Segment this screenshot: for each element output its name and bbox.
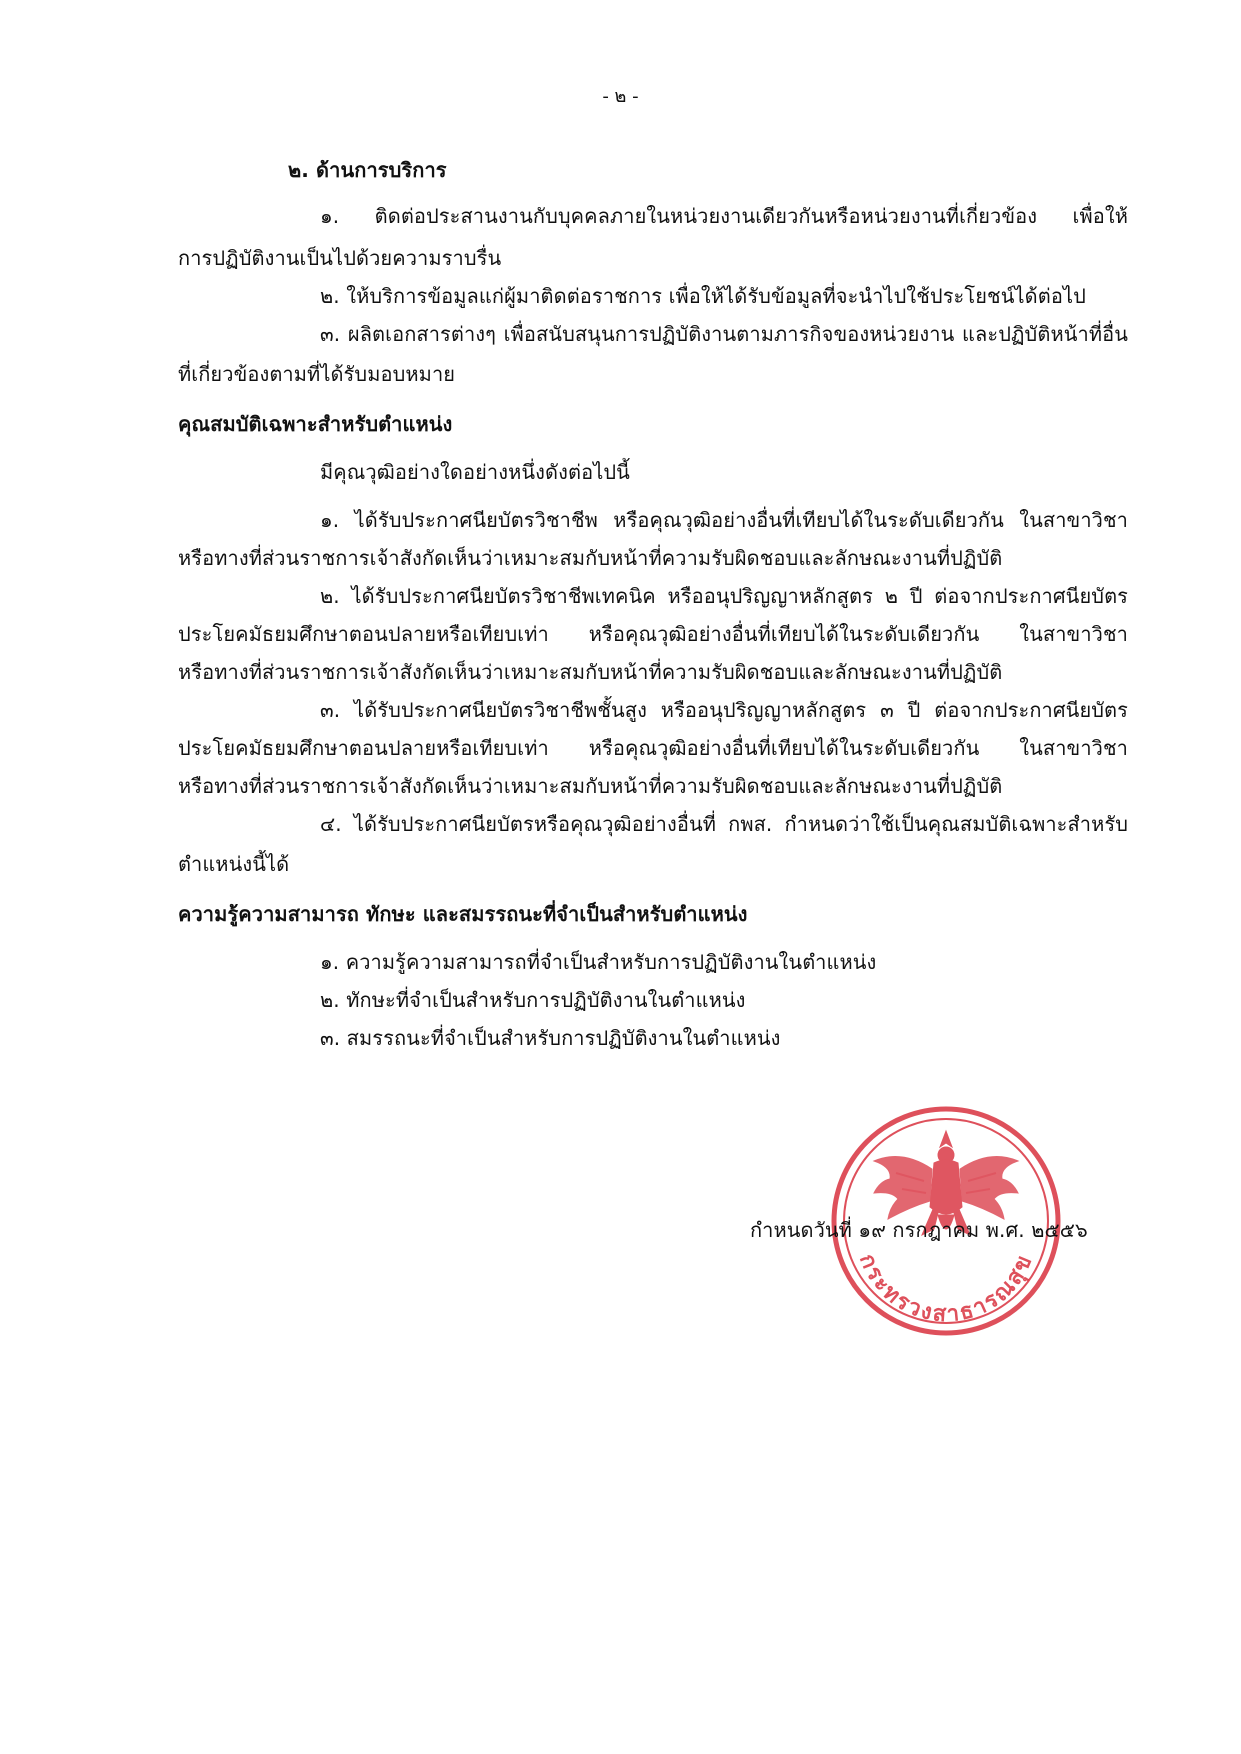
competency-item2: ๒. ทักษะที่จำเป็นสำหรับการปฏิบัติงานในตำแหน่ง (320, 988, 746, 1012)
qualification-item3-line1: ๓. ได้รับประกาศนียบัตรวิชาชีพชั้นสูง หรืออนุปริญญาหลักสูตร ๓ ปี ต่อจากประกาศนียบัตร (320, 698, 1128, 722)
service-item3-line1: ๓. ผลิตเอกสารต่างๆ เพื่อสนับสนุนการปฏิบัติงานตามภารกิจของหน่วยงาน และปฏิบัติหน้าที่อื่น (320, 322, 1128, 346)
qualification-item2-line2: ประโยคมัธยมศึกษาตอนปลายหรือเทียบเท่า หรือคุณวุฒิอย่างอื่นที่เทียบได้ในระดับเดียวกัน ในสาขาวิชา (178, 622, 1128, 646)
section-service-heading: ๒. ด้านการบริการ (288, 158, 447, 182)
qualification-item1-line1: ๑. ได้รับประกาศนียบัตรวิชาชีพ หรือคุณวุฒิอย่างอื่นที่เทียบได้ในระดับเดียวกัน ในสาขาวิชา (320, 508, 1128, 532)
service-item3-line2: ที่เกี่ยวข้องตามที่ได้รับมอบหมาย (178, 362, 456, 386)
qualification-item2-line1: ๒. ได้รับประกาศนียบัตรวิชาชีพเทคนิค หรืออนุปริญญาหลักสูตร ๒ ปี ต่อจากประกาศนียบัตร (320, 584, 1128, 608)
qualification-item4-line2: ตำแหน่งนี้ได้ (178, 852, 290, 876)
qualification-item3-line3: หรือทางที่ส่วนราชการเจ้าสังกัดเห็นว่าเหมาะสมกับหน้าที่ความรับผิดชอบและลักษณะงานที่ปฏิบัติ (178, 774, 1003, 798)
qualification-item4-line1: ๔. ได้รับประกาศนียบัตรหรือคุณวุฒิอย่างอื่นที่ กพส. กำหนดว่าใช้เป็นคุณสมบัติเฉพาะสำหรับ (320, 812, 1128, 836)
competency-item3: ๓. สมรรถนะที่จำเป็นสำหรับการปฏิบัติงานในตำแหน่ง (320, 1026, 781, 1050)
qualification-item2-line3: หรือทางที่ส่วนราชการเจ้าสังกัดเห็นว่าเหมาะสมกับหน้าที่ความรับผิดชอบและลักษณะงานที่ปฏิบัติ (178, 660, 1003, 684)
date-line: กำหนดวันที่ ๑๙ กรกฎาคม พ.ศ. ๒๕๕๖ (750, 1218, 1088, 1242)
competencies-heading: ความรู้ความสามารถ ทักษะ และสมรรถนะที่จำเป็นสำหรับตำแหน่ง (178, 902, 748, 926)
qualification-item3-line2: ประโยคมัธยมศึกษาตอนปลายหรือเทียบเท่า หรือคุณวุฒิอย่างอื่นที่เทียบได้ในระดับเดียวกัน ในสาขาวิชา (178, 736, 1128, 760)
qualifications-heading: คุณสมบัติเฉพาะสำหรับตำแหน่ง (178, 412, 453, 436)
page-number: - ๒ - (602, 86, 639, 107)
service-item1-line2: การปฏิบัติงานเป็นไปด้วยความราบรื่น (178, 246, 502, 270)
service-item2-line1: ๒. ให้บริการข้อมูลแก่ผู้มาติดต่อราชการ เพื่อให้ได้รับข้อมูลที่จะนำไปใช้ประโยชน์ได้ต่อไป (320, 284, 1086, 308)
qualification-item1-line2: หรือทางที่ส่วนราชการเจ้าสังกัดเห็นว่าเหมาะสมกับหน้าที่ความรับผิดชอบและลักษณะงานที่ปฏิบัติ (178, 546, 1003, 570)
service-item1-line1: ๑. ติดต่อประสานงานกับบุคคลภายในหน่วยงานเดียวกันหรือหน่วยงานที่เกี่ยวข้อง เพื่อให้ (320, 204, 1128, 228)
competency-item1: ๑. ความรู้ความสามารถที่จำเป็นสำหรับการปฏิบัติงานในตำแหน่ง (320, 950, 877, 974)
svg-text:กระทรวงสาธารณสุข: กระทรวงสาธารณสุข (854, 1250, 1038, 1328)
qualifications-intro: มีคุณวุฒิอย่างใดอย่างหนึ่งดังต่อไปนี้ (320, 460, 630, 484)
